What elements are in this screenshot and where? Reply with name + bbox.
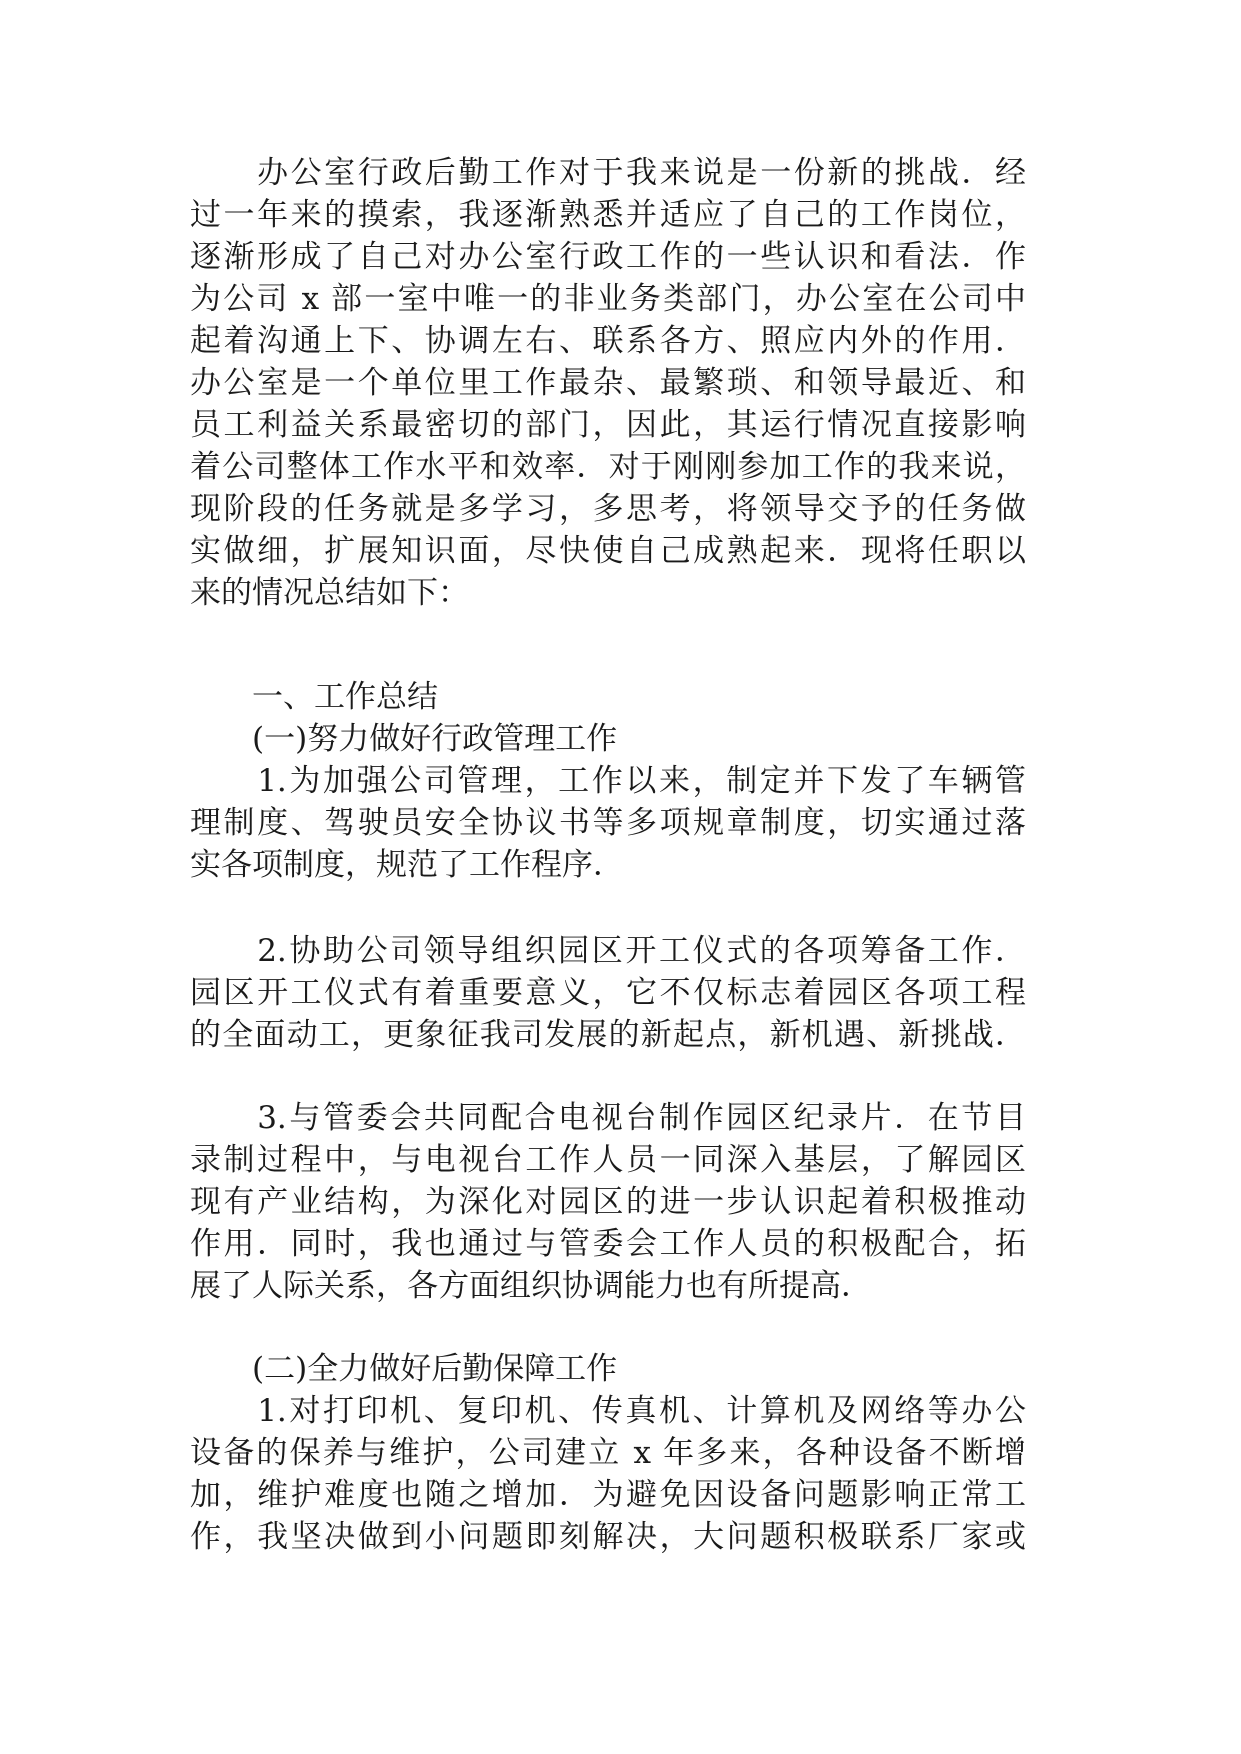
item-3-paragraph: [190, 1097, 1026, 1307]
text-line: 着公司整体工作水平和效率．对于刚刚参加工作的我来说，: [190, 449, 1026, 485]
text-line: 作用．同时，我也通过与管委会工作人员的积极配合，拓: [190, 1226, 1026, 1262]
text-line: 展了人际关系，各方面组织协调能力也有所提高．: [190, 1268, 872, 1304]
text-line: 1.为加强公司管理，工作以来，制定并下发了车辆管: [190, 763, 1026, 799]
text-line: 的全面动工，更象征我司发展的新起点，新机遇、新挑战．: [190, 1017, 1026, 1053]
logistics-section: [190, 1348, 1026, 1558]
text-line: 设备的保养与维护，公司建立 x 年多来，各种设备不断增: [190, 1435, 1026, 1471]
text-line: 办公室是一个单位里工作最杂、最繁琐、和领导最近、和: [190, 365, 1026, 401]
text-line: 逐渐形成了自己对办公室行政工作的一些认识和看法．作: [190, 239, 1026, 275]
text-line: 为公司 x 部一室中唯一的非业务类部门，办公室在公司中: [190, 281, 1026, 317]
section-heading: 一、工作总结: [190, 679, 438, 715]
text-line: 加，维护难度也随之增加．为避免因设备问题影响正常工: [190, 1477, 1026, 1513]
text-line: 员工利益关系最密切的部门，因此，其运行情况直接影响: [190, 407, 1026, 443]
text-line: 1.对打印机、复印机、传真机、计算机及网络等办公: [190, 1393, 1026, 1429]
text-line: 现阶段的任务就是多学习，多思考，将领导交予的任务做: [190, 491, 1026, 527]
text-line: 园区开工仪式有着重要意义，它不仅标志着园区各项工程: [190, 975, 1026, 1011]
subsection-heading: (一)努力做好行政管理工作: [190, 721, 618, 757]
text-line: 3.与管委会共同配合电视台制作园区纪录片．在节目: [190, 1100, 1026, 1136]
text-line: 过一年来的摸索，我逐渐熟悉并适应了自己的工作岗位，: [190, 197, 1026, 233]
item-2-paragraph: [190, 930, 1026, 1056]
text-line: 起着沟通上下、协调左右、联系各方、照应内外的作用．: [190, 323, 1026, 359]
text-line: 办公室行政后勤工作对于我来说是一份新的挑战．经: [190, 155, 1026, 191]
work-summary-section: [190, 676, 1026, 886]
text-line: 来的情况总结如下：: [190, 575, 469, 611]
text-line: 理制度、驾驶员安全协议书等多项规章制度，切实通过落: [190, 805, 1026, 841]
text-line: 2.协助公司领导组织园区开工仪式的各项筹备工作．: [190, 933, 1026, 969]
subsection-heading: (二)全力做好后勤保障工作: [190, 1351, 618, 1387]
text-line: 实各项制度，规范了工作程序．: [190, 847, 624, 883]
text-line: 作，我坚决做到小问题即刻解决，大问题积极联系厂家或: [190, 1519, 1026, 1555]
intro-paragraph: [190, 152, 1026, 614]
text-line: 现有产业结构，为深化对园区的进一步认识起着积极推动: [190, 1184, 1026, 1220]
text-line: 录制过程中，与电视台工作人员一同深入基层，了解园区: [190, 1142, 1026, 1178]
text-line: 实做细，扩展知识面，尽快使自己成熟起来．现将任职以: [190, 533, 1026, 569]
